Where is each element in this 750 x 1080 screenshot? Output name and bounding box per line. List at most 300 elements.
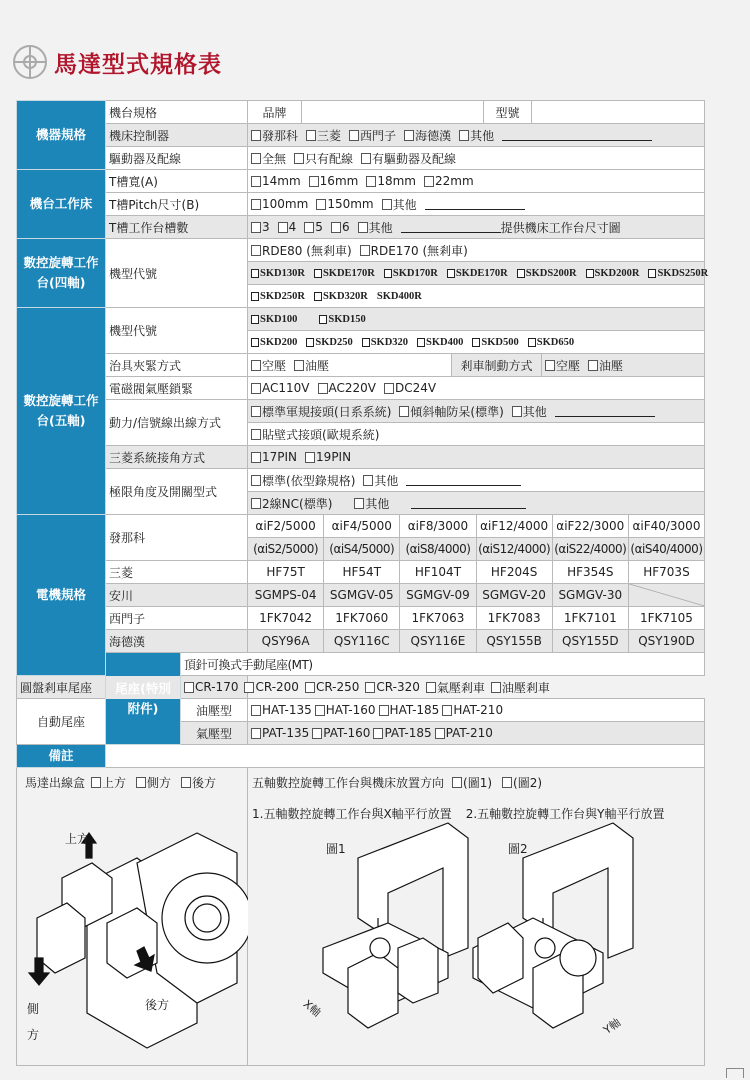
checkbox[interactable]	[379, 705, 389, 716]
checkbox-option[interactable]	[366, 174, 416, 188]
checkbox-label: AC220V	[328, 381, 377, 395]
checkbox[interactable]	[360, 245, 370, 256]
label-machine-spec: 機台規格	[106, 101, 248, 124]
checkbox-label: 2線NC(標準)	[262, 496, 333, 511]
checkbox[interactable]	[251, 292, 259, 301]
checkbox-option[interactable]	[331, 220, 350, 234]
empty-cell	[628, 584, 704, 606]
checkbox-label: SKDE170R	[322, 267, 375, 279]
label-siemens: 西門子	[106, 607, 248, 630]
checkbox-option[interactable]	[251, 426, 379, 443]
checkbox-label: 三菱	[317, 128, 342, 143]
checkbox[interactable]	[316, 199, 326, 210]
motor-model-cell: QSY116E	[399, 630, 475, 652]
checkbox[interactable]	[244, 682, 254, 693]
checkbox[interactable]	[251, 498, 261, 509]
checkbox-option[interactable]	[314, 291, 368, 302]
checkbox[interactable]	[251, 199, 261, 210]
checkbox[interactable]	[472, 338, 480, 347]
checkbox[interactable]	[251, 475, 261, 486]
checkbox-option[interactable]	[251, 357, 286, 374]
checkbox[interactable]	[251, 222, 261, 233]
checkbox[interactable]	[305, 452, 315, 463]
checkbox-label: 上方	[102, 776, 127, 790]
checkbox-option[interactable]	[365, 680, 419, 694]
checkbox-option[interactable]	[304, 220, 323, 234]
label-side-1: 側	[27, 1002, 40, 1016]
checkbox-label: 側方	[147, 776, 172, 790]
checkbox-label: SKD130R	[260, 267, 305, 279]
checkbox[interactable]	[361, 153, 371, 164]
page-title: 馬達型式規格表	[54, 51, 222, 78]
checkbox-option[interactable]	[251, 127, 298, 144]
label-hydraulic: 油壓型	[181, 699, 248, 722]
checkbox-option[interactable]	[251, 726, 309, 740]
checkbox-option[interactable]	[251, 403, 391, 420]
checkbox-option[interactable]	[424, 174, 474, 188]
checkbox-option[interactable]	[417, 337, 463, 348]
checkbox[interactable]	[91, 777, 101, 788]
checkbox[interactable]	[588, 360, 598, 371]
checkbox-option[interactable]	[361, 150, 456, 167]
checkbox-option[interactable]	[181, 774, 216, 791]
checkbox-option[interactable]	[502, 774, 542, 791]
checkbox-option[interactable]	[382, 196, 417, 213]
checkbox[interactable]	[435, 728, 445, 739]
checkbox[interactable]	[251, 269, 259, 278]
checkbox[interactable]	[314, 292, 322, 301]
checkbox-label: SKD200	[260, 336, 298, 348]
page-header	[12, 44, 222, 80]
label-controller: 機床控制器	[106, 124, 248, 147]
checkbox-label: 氣壓剎車	[436, 680, 485, 695]
motor-model-cell: SGMGV-30	[552, 584, 628, 606]
motor-model-cell: αiF8/3000	[399, 515, 475, 537]
checkbox-option[interactable]	[294, 150, 353, 167]
checkbox-option[interactable]	[305, 680, 359, 694]
checkbox[interactable]	[251, 383, 261, 394]
other-input-line[interactable]	[502, 129, 652, 141]
note-y-axis: 2.五軸數控旋轉工作台與Y軸平行放置	[465, 807, 665, 821]
checkbox-option[interactable]	[319, 314, 365, 325]
checkbox-option[interactable]	[399, 403, 503, 420]
other-input-line[interactable]	[425, 198, 525, 210]
checkbox-option[interactable]	[251, 268, 305, 279]
checkbox-option[interactable]	[91, 774, 126, 791]
label-valve: 電磁閥氣壓鎖緊	[106, 377, 248, 400]
checkbox[interactable]	[251, 338, 259, 347]
checkbox[interactable]	[251, 705, 261, 716]
checkbox[interactable]	[294, 153, 304, 164]
checkbox[interactable]	[426, 682, 436, 693]
checkbox-option[interactable]	[278, 220, 297, 234]
checkbox-label: 其他	[368, 220, 393, 235]
checkbox[interactable]	[363, 475, 373, 486]
checkbox-option[interactable]	[184, 680, 238, 694]
checkbox-option[interactable]	[426, 679, 485, 696]
checkbox-option[interactable]	[363, 472, 398, 489]
checkbox[interactable]	[417, 338, 425, 347]
checkbox[interactable]	[304, 222, 314, 233]
checkbox-option[interactable]	[309, 174, 359, 188]
checkbox-label: 18mm	[377, 174, 416, 188]
checkbox[interactable]	[358, 222, 368, 233]
label-mitsubishi: 三菱	[106, 561, 248, 584]
checkbox-label: 標準軍規接頭(日系系統)	[262, 404, 392, 419]
checkbox-label: SKD320	[370, 336, 409, 348]
motor-model-cell: (αiS8/4000)	[399, 538, 475, 560]
checkbox[interactable]	[251, 452, 261, 463]
motor-box-diagram	[27, 823, 242, 1033]
checkbox-label: CR-250	[315, 680, 360, 694]
checkbox-label: 17PIN	[262, 450, 298, 464]
checkbox[interactable]	[305, 682, 315, 693]
label-brake: 剎車制動方式	[451, 354, 541, 376]
checkbox-label: RDE170 (無剎車)	[370, 243, 468, 258]
checkbox-option[interactable]	[528, 337, 574, 348]
checkbox[interactable]	[251, 176, 261, 187]
checkbox-option[interactable]	[306, 337, 352, 348]
checkbox-label: 貼壁式接頭(歐規系統)	[262, 427, 380, 442]
motor-model-cell: 1FK7101	[552, 607, 628, 629]
checkbox[interactable]	[502, 777, 512, 788]
checkbox-option[interactable]	[251, 314, 297, 325]
checkbox[interactable]	[349, 130, 359, 141]
checkbox[interactable]	[314, 269, 322, 278]
motor-model-cell: SGMPS-04	[254, 588, 317, 602]
checkbox[interactable]	[442, 705, 452, 716]
checkbox[interactable]	[382, 199, 392, 210]
checkbox-option[interactable]	[452, 774, 492, 791]
motor-model-cell: SGMGV-09	[399, 584, 475, 606]
motor-model-cell: 1FK7083	[476, 607, 552, 629]
figure-2-machine-diagram	[463, 828, 673, 1028]
checkbox[interactable]	[517, 269, 525, 278]
checkbox-label: 22mm	[434, 174, 474, 188]
checkbox-label: SKD200R	[594, 267, 640, 279]
checkbox[interactable]	[318, 383, 328, 394]
brand-input[interactable]	[301, 101, 483, 123]
checkbox[interactable]	[136, 777, 146, 788]
checkbox[interactable]	[447, 269, 455, 278]
motor-model-cell: HF703S	[628, 561, 704, 583]
checkbox-label: 發那科	[262, 128, 299, 143]
motor-model-cell: HF104T	[399, 561, 475, 583]
checkbox[interactable]	[181, 777, 191, 788]
checkbox-option[interactable]	[312, 726, 370, 740]
checkbox[interactable]	[306, 130, 316, 141]
checkbox[interactable]	[545, 360, 555, 371]
checkbox-option[interactable]	[491, 679, 550, 696]
label-heidenhain: 海德漢	[106, 630, 248, 653]
checkbox-option[interactable]	[512, 403, 547, 420]
checkbox-option[interactable]	[305, 450, 351, 464]
checkbox[interactable]	[384, 383, 394, 394]
checkbox-option[interactable]	[588, 357, 623, 374]
motor-model-cell: αiF12/4000	[476, 515, 552, 537]
checkbox-label: SKD170R	[392, 267, 438, 279]
checkbox[interactable]	[294, 360, 304, 371]
motor-model-cell: HF204S	[476, 561, 552, 583]
other-input-line[interactable]	[401, 221, 501, 233]
label-fanuc: 發那科	[106, 515, 248, 561]
checkbox[interactable]	[366, 176, 376, 187]
label-pneumatic: 氣壓型	[181, 722, 248, 745]
checkbox-option[interactable]	[251, 197, 308, 211]
checkbox-label: SKD400	[426, 336, 464, 348]
label-tslot-width: T槽寬(A)	[106, 170, 248, 193]
checkbox[interactable]	[491, 682, 501, 693]
checkbox-option[interactable]	[545, 357, 580, 374]
label-top: 上方	[65, 832, 90, 846]
checkbox-option[interactable]	[315, 703, 376, 717]
checkbox-label: 空壓	[556, 358, 581, 373]
checkbox-option[interactable]	[586, 268, 640, 279]
checkbox-option[interactable]	[251, 150, 286, 167]
category-four-axis: 數控旋轉工作台(四軸)	[17, 239, 106, 308]
motor-model-cell: SGMGV-05	[323, 584, 399, 606]
checkbox-label: 6	[341, 220, 350, 234]
category-motor: 電機規格	[17, 515, 106, 676]
checkbox-label: (圖2)	[513, 776, 543, 790]
other-input-line[interactable]	[406, 474, 521, 486]
checkbox-label: SKD250	[315, 336, 353, 348]
label-auto-tailstock: 自動尾座	[17, 699, 106, 745]
checkbox-option[interactable]	[244, 680, 298, 694]
category-machine: 機器規格	[17, 101, 106, 170]
checkbox-label: 空壓	[262, 358, 287, 373]
motor-model-cell: QSY155D	[552, 630, 628, 652]
checkbox-label: HAT-210	[453, 703, 504, 717]
checkbox-label: 其他	[470, 128, 495, 143]
checkbox-label: 只有配線	[305, 151, 354, 166]
checkbox-label: SKD150	[328, 313, 366, 325]
checkbox[interactable]	[306, 338, 314, 347]
label-cable: 動力/信號線出線方式	[106, 400, 248, 446]
motor-model-cell: (αiS12/4000)	[476, 538, 552, 560]
checkbox-option[interactable]	[384, 268, 438, 279]
checkbox-option[interactable]	[251, 703, 312, 717]
checkbox-option[interactable]	[459, 127, 494, 144]
motor-model-cell: (αiS40/4000)	[628, 538, 704, 560]
checkbox-option[interactable]	[251, 495, 332, 512]
checkbox-label: PAT-210	[445, 726, 493, 740]
checkbox[interactable]	[373, 728, 383, 739]
checkbox[interactable]	[648, 269, 656, 278]
checkbox-label: 全無	[262, 151, 287, 166]
motor-model-cell: αiF4/5000	[323, 515, 399, 537]
label-driver: 驅動器及配線	[106, 147, 248, 170]
checkbox-option[interactable]	[354, 495, 389, 512]
checkbox[interactable]	[362, 338, 370, 347]
checkbox-label: AC110V	[262, 381, 310, 395]
checkbox-option[interactable]	[349, 127, 396, 144]
checkbox-label: 油壓剎車	[501, 680, 550, 695]
checkbox-option[interactable]	[251, 174, 301, 188]
checkbox-option[interactable]	[251, 450, 297, 464]
motor-model-cell: SGMGV-20	[476, 584, 552, 606]
model-label: 型號	[483, 101, 531, 123]
checkbox[interactable]	[384, 269, 392, 278]
checkbox-option[interactable]	[318, 381, 377, 395]
other-input-line[interactable]	[555, 405, 655, 417]
checkbox[interactable]	[319, 315, 327, 324]
remarks-input[interactable]	[106, 745, 705, 768]
motor-model-cell: αiF22/3000	[552, 515, 628, 537]
checkbox-option[interactable]	[435, 726, 493, 740]
checkbox[interactable]	[309, 176, 319, 187]
checkbox-label: SKDS250R	[657, 267, 709, 279]
checkbox-label: SKD320R	[322, 290, 368, 302]
motor-model-cell: QSY116C	[323, 630, 399, 652]
checkbox-label: 傾斜軸防呆(標準)	[410, 404, 504, 419]
motor-box-label: 馬達出線盒	[25, 776, 86, 790]
checkbox-label: 4	[288, 220, 297, 234]
checkbox-label: PAT-185	[384, 726, 432, 740]
checkbox-label: 16mm	[319, 174, 359, 188]
category-tailstock: 尾座(特別附件)	[106, 653, 181, 745]
checkbox-option[interactable]	[379, 703, 440, 717]
checkbox-label: 後方	[192, 776, 217, 790]
checkbox-option[interactable]	[314, 268, 375, 279]
label-pitch: T槽Pitch尺寸(B)	[106, 193, 248, 216]
category-five-axis: 數控旋轉工作台(五軸)	[17, 308, 106, 515]
checkbox-option[interactable]	[251, 472, 355, 489]
checkbox[interactable]	[528, 338, 536, 347]
checkbox[interactable]	[315, 705, 325, 716]
checkbox-option[interactable]	[384, 381, 436, 395]
checkbox-option[interactable]	[362, 337, 408, 348]
motor-model-cell: 1FK7042	[259, 611, 313, 625]
checkbox[interactable]	[354, 498, 364, 509]
checkbox-label: 西門子	[360, 128, 397, 143]
checkbox-option[interactable]	[517, 268, 577, 279]
checkbox-label: 19PIN	[316, 450, 352, 464]
checkbox-label: HAT-160	[325, 703, 376, 717]
checkbox[interactable]	[365, 682, 375, 693]
checkbox[interactable]	[251, 406, 261, 417]
figure-1-machine-diagram	[268, 828, 468, 1028]
orientation-label: 五軸數控旋轉工作台與機床放置方向	[252, 776, 445, 790]
checkbox[interactable]	[251, 245, 261, 256]
label-slot-count: T槽工作台槽數	[106, 216, 248, 239]
motor-model-cell: 1FK7063	[399, 607, 475, 629]
checkbox-label: SKDS200R	[525, 267, 577, 279]
checkbox-option[interactable]	[251, 220, 270, 234]
checkbox[interactable]	[251, 728, 261, 739]
checkbox[interactable]	[331, 222, 341, 233]
checkbox[interactable]	[251, 130, 261, 141]
note-text: 提供機床工作台尺寸圖	[500, 220, 621, 235]
checkbox[interactable]	[512, 406, 522, 417]
checkbox-option[interactable]	[251, 242, 352, 259]
checkbox-option[interactable]	[648, 268, 708, 279]
motor-model-cell: QSY190D	[628, 630, 704, 652]
checkbox-option[interactable]	[251, 337, 297, 348]
motor-model-cell: HF54T	[323, 561, 399, 583]
checkbox-label: 海德漢	[415, 128, 452, 143]
checkbox-label: 5	[315, 220, 323, 234]
motor-model-cell: αiF40/3000	[628, 515, 704, 537]
checkbox[interactable]	[404, 130, 414, 141]
checkbox-option[interactable]	[316, 197, 373, 211]
checkbox-label: 標準(依型錄規格)	[262, 473, 356, 488]
checkbox[interactable]	[586, 269, 594, 278]
checkbox-label: 其他	[392, 197, 417, 212]
page-corner-marker	[726, 1068, 744, 1078]
brand-label: 品牌	[262, 105, 287, 120]
checkbox-option[interactable]	[294, 357, 329, 374]
label-clamp: 治具夾緊方式	[106, 354, 248, 377]
checkbox-label: SKD250R	[260, 290, 305, 302]
category-bed: 機台工作床	[17, 170, 106, 239]
motor-model-cell: αiF2/5000	[255, 519, 316, 533]
checkbox[interactable]	[251, 360, 261, 371]
checkbox-option[interactable]	[360, 242, 468, 259]
checkbox-label: DC24V	[395, 381, 437, 395]
checkbox-option[interactable]	[251, 381, 310, 395]
checkbox[interactable]	[312, 728, 322, 739]
checkbox-option[interactable]	[251, 291, 305, 302]
checkbox-option[interactable]	[358, 219, 393, 236]
checkbox[interactable]	[251, 315, 259, 324]
y-axis-label: Y軸	[601, 1015, 624, 1037]
checkbox-label: CR-170	[195, 680, 239, 694]
checkbox[interactable]	[251, 429, 261, 440]
checkbox-label: 其他	[522, 404, 547, 419]
motor-model-cell: HF354S	[552, 561, 628, 583]
checkbox-label: 14mm	[262, 174, 301, 188]
checkbox-option[interactable]	[472, 337, 518, 348]
checkbox[interactable]	[278, 222, 288, 233]
checkbox[interactable]	[459, 130, 469, 141]
note-x-axis: 1.五軸數控旋轉工作台與X軸平行放置	[252, 807, 452, 821]
checkbox-option[interactable]	[447, 268, 508, 279]
checkbox-option[interactable]	[306, 127, 341, 144]
checkbox-label: 100mm	[262, 197, 309, 211]
model-skd400r: SKD400R	[376, 290, 422, 302]
label-yaskawa: 安川	[106, 584, 248, 607]
checkbox-option[interactable]	[442, 703, 503, 717]
label-rear: 後方	[145, 998, 170, 1012]
checkbox-option[interactable]	[404, 127, 451, 144]
checkbox-label: PAT-160	[323, 726, 371, 740]
checkbox-label: 其他	[365, 496, 390, 511]
spec-form	[16, 100, 709, 1066]
checkbox-label: RDE80 (無剎車)	[262, 243, 352, 258]
motor-model-cell: (αiS22/4000)	[552, 538, 628, 560]
checkbox-label: 油壓	[305, 358, 330, 373]
checkbox-label: CR-320	[376, 680, 420, 694]
checkbox[interactable]	[251, 153, 261, 164]
checkbox-option[interactable]	[373, 726, 431, 740]
checkbox[interactable]	[452, 777, 462, 788]
checkbox[interactable]	[424, 176, 434, 187]
checkbox-label: 有驅動器及配線	[372, 151, 457, 166]
checkbox-label: SKD650	[536, 336, 575, 348]
label-five-axis-model: 機型代號	[106, 308, 248, 354]
checkbox-label: PAT-135	[262, 726, 310, 740]
motor-model-cell: QSY96A	[261, 634, 310, 648]
checkbox[interactable]	[184, 682, 194, 693]
checkbox-label: HAT-135	[262, 703, 312, 717]
other-input-line[interactable]	[411, 497, 526, 509]
label-cr: 圓盤剎車尾座	[17, 676, 181, 699]
checkbox-label: 其他	[374, 473, 399, 488]
model-input[interactable]	[531, 101, 704, 123]
checkbox-option[interactable]	[136, 774, 171, 791]
checkbox[interactable]	[399, 406, 409, 417]
